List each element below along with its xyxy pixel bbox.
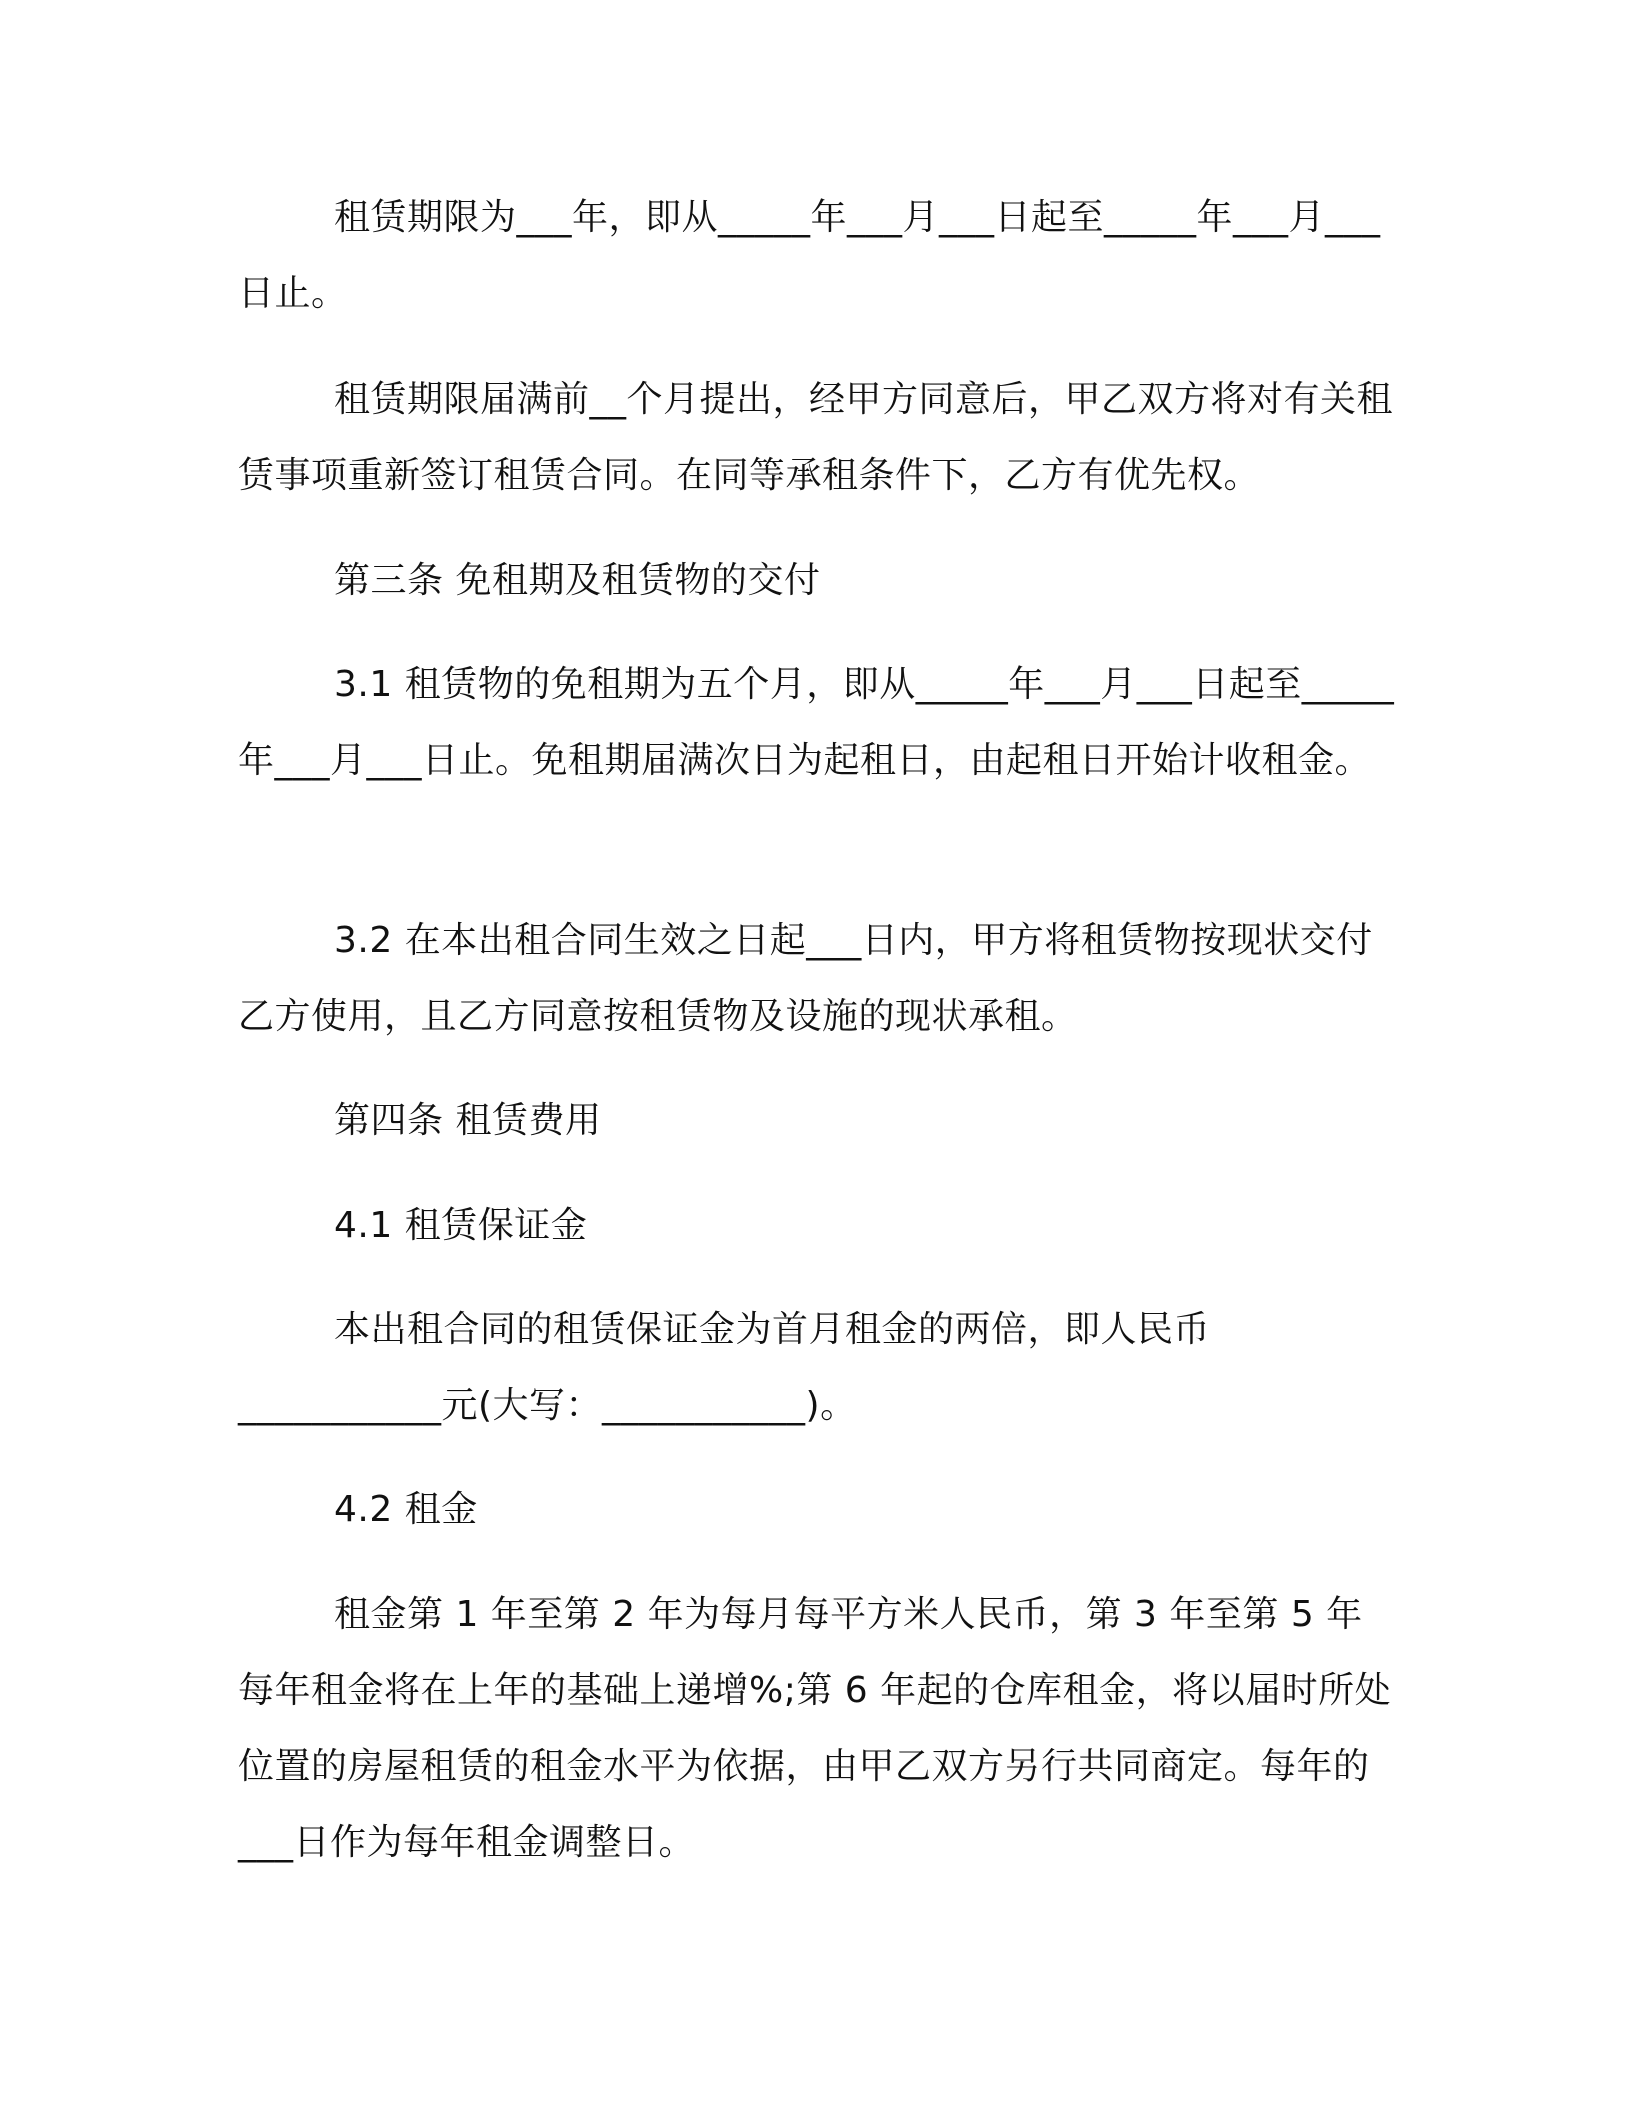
paragraph-rent: 租金第 1 年至第 2 年为每月每平方米人民币，第 3 年至第 5 年每年租金将在上年的基础上递增%;第 6 年起的仓库租金，将以届时所处位置的房屋租赁的租金水平为依据，由甲乙双方另行共同商定。每年的___日作为每年租金调整日。 (238, 1594, 1392, 1863)
paragraph-lease-term: 租赁期限为___年，即从_____年___月___日起至_____年___月___日止。 (238, 197, 1381, 314)
paragraph-renewal: 租赁期限届满前__个月提出，经甲方同意后，甲乙双方将对有关租赁事项重新签订租赁合同。在同等承租条件下，乙方有优先权。 (238, 379, 1394, 496)
heading-4-1: 4.1 租赁保证金 (334, 1205, 588, 1246)
heading-4-2: 4.2 租金 (334, 1489, 478, 1530)
paragraph-deposit: 本出租合同的租赁保证金为首月租金的两倍，即人民币___________元(大写：___________)。 (238, 1309, 1211, 1426)
paragraph-3-1: 3.1 租赁物的免租期为五个月，即从_____年___月___日起至_____年___月___日止。免租期届满次日为起租日，由起租日开始计收租金。 (238, 664, 1395, 781)
heading-article-3: 第三条 免租期及租赁物的交付 (334, 560, 821, 601)
heading-article-4: 第四条 租赁费用 (334, 1100, 602, 1141)
paragraph-3-2: 3.2 在本出租合同生效之日起___日内，甲方将租赁物按现状交付乙方使用，且乙方同意按租赁物及设施的现状承租。 (238, 920, 1373, 1037)
